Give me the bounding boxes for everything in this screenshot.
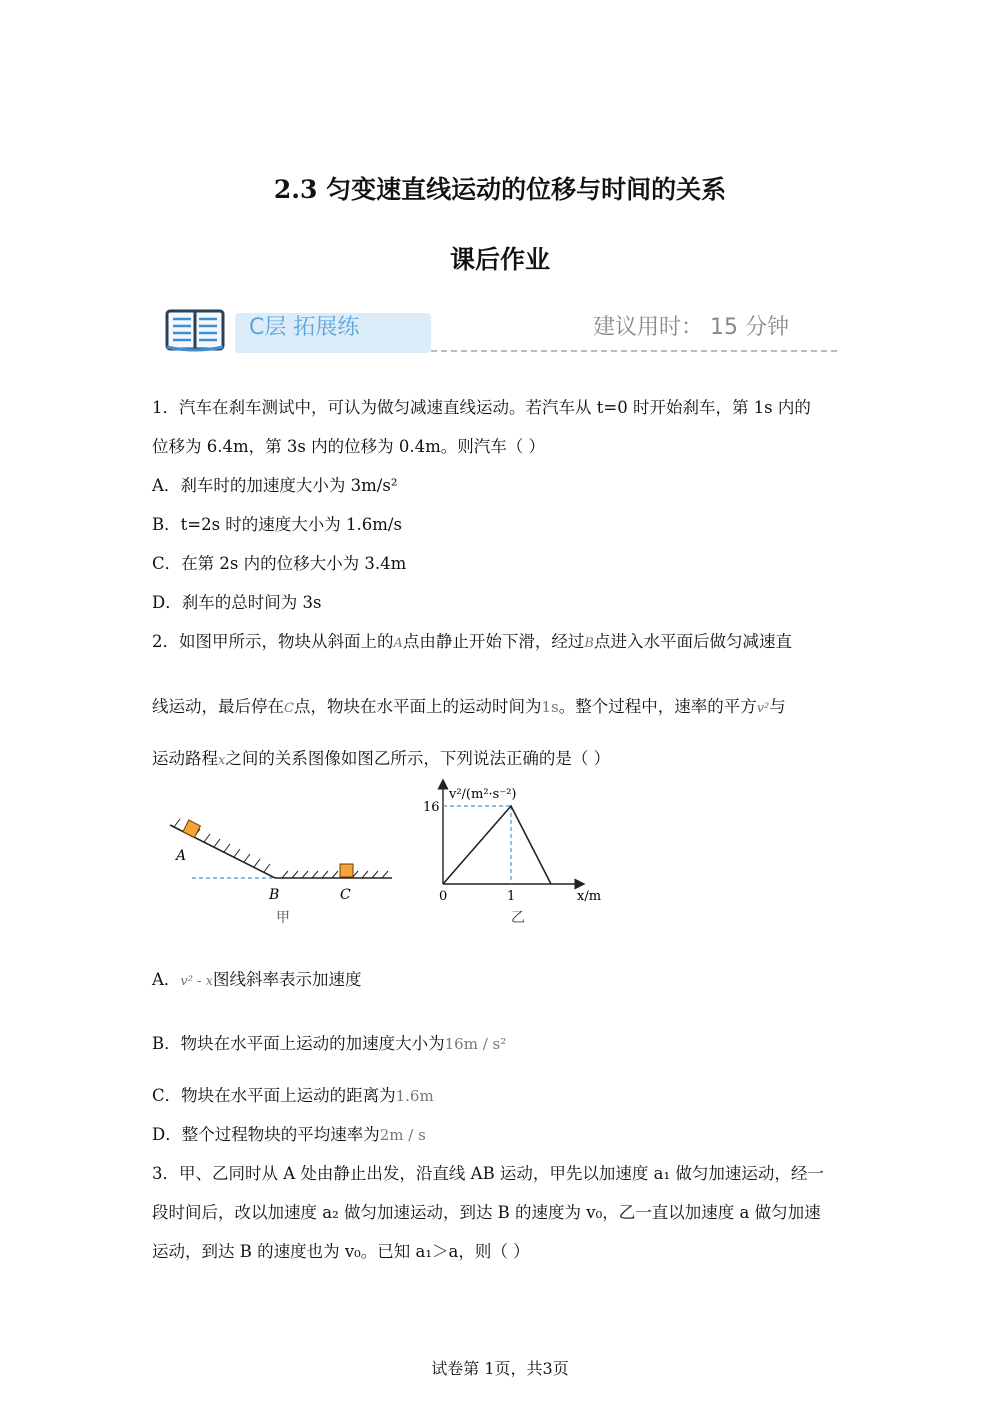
v-squared-symbol: v² [756,701,770,716]
fig-tick-0: 0 [439,889,448,904]
layer-label: C层 拓展练 [249,315,360,340]
fig-label-c: C [340,887,351,903]
fig-caption-jia: 甲 [276,910,290,926]
q2-option-a-formula: v² - x [180,974,213,989]
figure-jia [160,815,400,930]
q1-stem-line2: 位移为 6.4m，第 3s 内的位移为 0.4m。则汽车（ ） [152,437,545,456]
q3-stem-line2: 段时间后，改以加速度 a₂ 做匀加速运动，到达 B 的速度为 v₀，乙一直以加速度 a 做匀加速 [152,1203,821,1222]
point-b-symbol: B [584,636,594,651]
q2-stem-line1: 2．如图甲所示，物块从斜面上的A点由静止开始下滑，经过B点进入水平面后做匀减速直 [152,632,792,651]
point-c-symbol: C [284,701,294,716]
book-icon [165,307,227,353]
page-title: 2.3 匀变速直线运动的位移与时间的关系 [273,175,727,204]
q2-option-c: C．物块在水平面上运动的距离为1.6m [152,1086,434,1105]
page-subtitle: 课后作业 [449,245,550,274]
v2-x-graph-line [443,806,551,884]
q1-option-c: C．在第 2s 内的位移大小为 3.4m [152,554,407,573]
dashed-divider [431,350,837,352]
q1-option-a: A．刹车时的加速度大小为 3m/s² [152,476,398,495]
q2-stem-line2: 线运动，最后停在C点，物块在水平面上的运动时间为1s。整个过程中，速率的平方v²与 [152,697,786,716]
fig-ylabel: v²/(m²·s⁻²) [449,787,517,802]
fig-xlabel: x/m [577,889,602,904]
fig-caption-yi: 乙 [511,910,525,926]
page-footer: 试卷第 1页，共3页 [431,1359,569,1378]
q3-stem-line3: 运动，到达 B 的速度也为 v₀。已知 a₁＞a，则（ ） [152,1242,530,1261]
point-a-symbol: A [393,636,403,651]
fig-tick-1: 1 [507,889,516,904]
fig-label-b: B [269,887,280,903]
q2-option-b: B．物块在水平面上运动的加速度大小为16m / s² [152,1034,507,1053]
q2-option-d: D．整个过程物块的平均速率为2m / s [152,1125,426,1144]
x-symbol: x [218,753,226,768]
section-banner [165,305,840,357]
time-value: 1s [541,698,559,716]
q1-option-b: B．t=2s 时的速度大小为 1.6m/s [152,515,402,534]
q1-option-d: D．刹车的总时间为 3s [152,593,322,612]
q2-option-a: A．v² - x图线斜率表示加速度 [152,970,362,989]
fig-label-a: A [176,848,187,864]
q1-stem-line1: 1．汽车在刹车测试中，可认为做匀减速直线运动。若汽车从 t=0 时开始刹车，第 1s 内的 [152,398,811,417]
time-label: 建议用时： 15 分钟 [593,315,789,340]
fig-tick-16: 16 [423,800,440,815]
q3-stem-line1: 3．甲、乙同时从 A 处由静止出发，沿直线 AB 运动，甲先以加速度 a₁ 做匀加速运动，经一 [152,1164,824,1183]
figure-yi [415,778,615,928]
q2-stem-line3: 运动路程x之间的关系图像如图乙所示，下列说法正确的是（ ） [152,749,611,768]
